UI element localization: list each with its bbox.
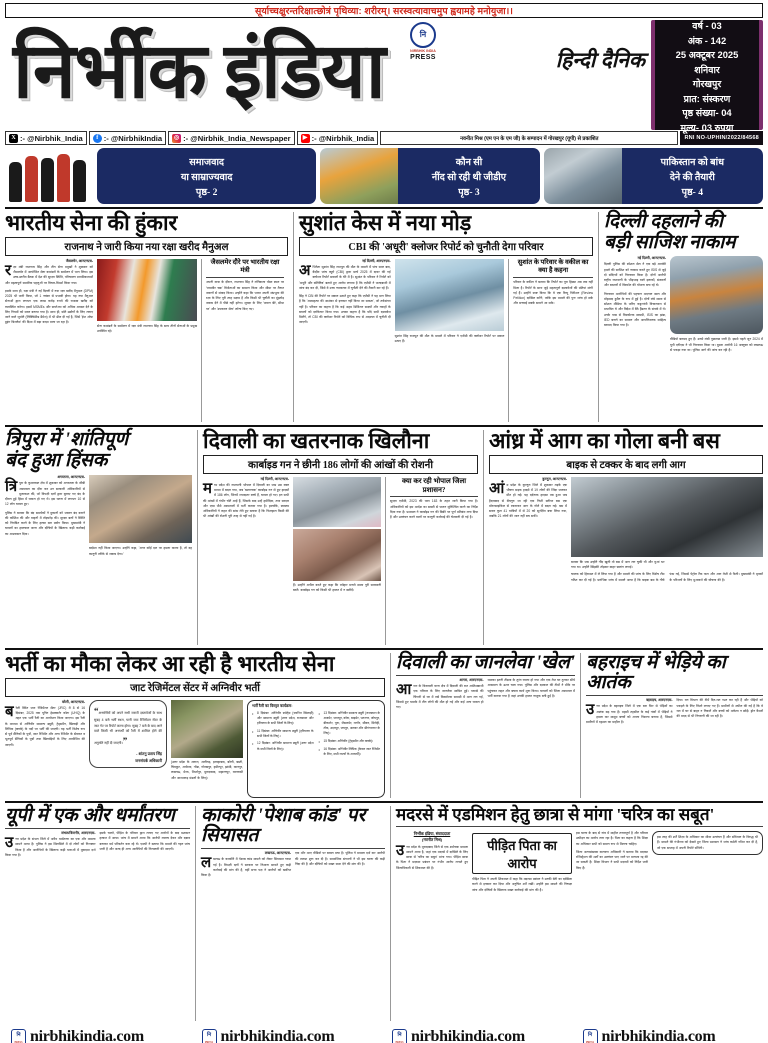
headline-andhra-bus: आंध्र में आग का गोला बनी बस [489,429,720,453]
dateline-bahraich: बहराइच, आरएनएस- [646,698,673,703]
body-bhopal-side: सुरक्षा एजेंसी, 2023 की धारा 163 के तहत जारी किया गया है। अधिकारियों को इस आदेश का सख्ती से पालन सुनिश्चित करने का निर्देश दिया गया है। प्रशासन ने कार्बाइड गन की बिक्री पर पूर्ण प्रतिबंध लगा दिया है और उल्लंघन करने वालों पर कानूनी कार्रवाई की चेतावनी दी गई है। [390,499,478,520]
info-price: मूल्य- 03 रुपया [680,121,734,133]
social-handle-x[interactable] [5,131,87,145]
dropcap-tripura: त्रि [5,479,18,496]
body-army-2: इसके साथ ही, रक्षा मंत्री ने नई दिल्ली में नया रक्षा खरीद मैनुअल (DPM) 2025 भी जारी किया, जो 1 नवंबर से प्रभावी होगा। यह नया मैनुअल सेनाओं द्वारा लगभग एक लाख करोड़ रुपये की राजस्व खरीद को व्यवस्थित करेगा। इसमें MSMEs और स्टार्टअप को अधिक अवसर देने के लिए नियमों को सरल बनाया गया है। साथ ही, छोटे उद्योगों के लिए लगाए जाने वाले जुर्माने (लिक्विडेटेड डैमेज) में भी ढील दी गई है, जिसे 'ईज ऑफ डूइंग बिजनेस' की दिशा में बड़ा कदम माना जा रहा है। [5,288,93,325]
footer-website-4[interactable] [577,1028,764,1043]
headline-diwali-deadly: दिवाली का जानलेवा 'खेल' [396,652,575,673]
article-army-roar [5,212,288,422]
social-handle-facebook-text: :- @NirbhikIndia [103,133,163,143]
teaser-3-line1: पाकिस्तान को बांध [660,156,724,168]
photo-injured-child [293,529,381,581]
schedule-item: • 13 दिसंबर: अग्निवीर सामान्य ड्यूटी (राजस्थान के अजमेर, भरतपुर, कोटा, बाड़मेर, भटनगर, जोधपुर, बीकानेर, चुरू, जैसलमेर, नागौर, सीकर, सिरोही, टोंक, उदयपुर, जयपुर, अलवर और श्रीगंगानगर के लिए)। [319,711,381,737]
body-army-side: अपनी यात्रा के दौरान, राजनाथ सिंह ने लोंगेवाला पोस्ट स्थल पर 'परमवीर चक्र' विजेताओं का सम्मान किया और सीमा पर तैनात जवानों से संवाद किया। उन्होंने कहा कि भारत अपनी संप्रभुता की रक्षा के लिए पूरी तरह सक्षम है और किसी भी चुनौती का मुंहतोड़ जवाब देने में पीछे नहीं हटेगा। सुरक्षा के लिए 'जवान बेटे, सीमा पर' और 'उपकरण सेना' लॉन्च किए गए। [206,280,284,311]
teaser-2-page: पृष्ठ- 3 [458,186,480,198]
headline-delhi-plot-2: बड़ी साजिश नाकाम [604,232,736,254]
headline-tripura-1: त्रिपुरा में 'शांतिपूर्ण [5,429,129,450]
caption-delhi: वीडियो बरामद हुए हैं। उनसे लंबी पूछताछ जारी है। इससे पहले जून 2024 में यूपी एटीएस ने भी गिरफ्तार किया था। दूसरा आरोपी 16 अक्टूबर को लखनऊ से पकड़ा गया था। पुलिस आगे की जांच कर रही है। [670,337,763,352]
headline-bahraich-wolves: बहराइच में भेड़िये का आतंक [586,652,726,694]
article-army-recruitment [5,653,385,798]
dropcap-sambhal: उ [5,835,14,852]
quote-attribution-name: - शांतनु प्रताप सिंह [136,750,162,756]
dateline-agra: आगरा, आरएनएस- [459,678,484,683]
teaser-card-3[interactable] [544,148,763,204]
sidehead-bhopal: क्या कर रही भोपाल जिला प्रशासन? [401,476,467,494]
photo-army-commanders [97,259,197,321]
press-logo [405,22,441,61]
headline-up-conversion: यूपी में एक और धर्मांतरण [5,805,175,826]
body-army-1: रक्षा मंत्री राजनाथ सिंह और तीन सेना प्रमुखों ने शुक्रवार को जैसलमेर में आयोजित सेना कमांडरों के सम्मेलन में भाग लिया। इस उच्च-स्तरीय बैठक में देश की सुरक्षा स्थिति, परिचालन प्राथमिकताओं और महत्वपूर्ण सामरिक पहलुओं पर विचार-विमर्श किया गया। [5,262,93,285]
body-delhi-2: गिरफ्तार आरोपियों की पहचान अदनान खान और मोहम्मद हुसैन के रूप में हुई है। दोनों लंबे समय से सोशल मीडिया के जरिए कट्टरपंथी विचारधारा से प्रभावित थे और विदेश में बैठे हैंडलर के संपर्क में थे। उनके पास से विस्फोटक सामग्री, ISIS का झंडा, IED बनाने का सामान और आपत्तिजनक साहित्य बरामद किया गया है। [604,291,666,327]
left-lower-stack [5,806,385,1021]
masthead-info-box [651,20,763,133]
dropcap-madrasa: उ [396,842,405,859]
teaser-card-1-text [97,148,316,204]
teaser-strip [5,148,763,204]
info-pages: पृष्ठ संख्या- 04 [682,107,732,119]
body-madrasa-2: पीड़ित पिता ने अपनी शिकायत में कहा कि मदरसा प्रबंधन ने उनकी बेटी का दाखिला करने से इनकार कर दिया और अनुचित शर्तें रखीं। उन्होंने इस मामले की निष्पक्ष जांच और दोषियों के खिलाफ सख्त कार्रवाई की मांग की है। [472,877,572,892]
teaser-2-line2: नींद सो रही थी जीडीए [431,171,507,183]
caption-army: सेना कमांडरों के सम्मेलन में रक्षा मंत्री राजनाथ सिंह के साथ तीनों सेनाओं के प्रमुख उपस्थित रहे। [97,323,197,334]
dropcap-carbide: म [203,480,212,497]
teaser-1-line2: या साम्राज्यवाद [180,171,233,183]
social-handle-youtube-text: :- @Nirbhik_India [311,133,375,143]
subhead-andhra-bus: बाइक से टक्कर के बाद लगी आग [489,455,763,474]
teaser-3-page: पृष्ठ- 4 [681,186,704,198]
caption-andhra: बताया कि जब उन्होंने नींद खुली तो बस में आग लग चुकी थी और धुआं भर गया था। उन्होंने खिड़की तोड़कर बाहर छलांग लगाई। [571,559,665,570]
teaser-1-page: पृष्ठ- 2 [195,186,218,198]
info-day: शनिवार [694,63,720,75]
teaser-3-photo [544,148,622,204]
photo-carbide-guns [293,477,381,527]
dateline-lucknow: लखनऊ, आरएनएस- [264,851,291,856]
publisher-line: नवनीत मिश्र (एम एन के एम जी) के सम्पादन में गोरखपुर (यूपी) से प्रकाशित [380,131,678,145]
caption-carbide: हैं। उन्होंने अपील करते हुए कहा कि त्योहार मनाते समय पूरी सावधानी बरतें। कार्बाइड गन को किसी भी हालत में न खरीदें। [293,582,381,593]
schedule-item: • 15 दिसंबर: अग्निवीर (ट्रेड्समैन और क्लर्क)। [319,739,381,744]
body-bahraich-2: दिया। वन विभाग की टीमें दिन-रात गश्त कर रही हैं और भेड़ियों को पकड़ने के लिए पिंजरे लगाए गए हैं। ग्रामीणों से अपील की गई है कि वे रात में घर से बाहर न निकलें और बच्चों को अकेला न छोड़ें। ड्रोन कैमरों की मदद से भी निगरानी की जा रही है। [676,698,763,718]
hindi-daily-label: हिन्दी दैनिक [555,48,645,72]
social-handle-instagram-text: :- @Nirbhik_India_Newspaper [183,133,291,143]
schedule-item: • 16 दिसंबर: अग्निवीर लिपिक (केवल जाट रेजिमेंट के लिए, सभी राज्यों के अभ्यर्थी)। [319,747,381,757]
headline-kakori-case: काकोरी 'पेशाब कांड' पर सियासत [201,805,366,847]
body-delhi-1: दिल्ली पुलिस की स्पेशल सेल ने एक बड़े आतंकी हमले की साजिश को नाकाम करते हुए ISIS से जुड़े दो संदिग्धों को गिरफ्तार किया है। दोनों आरोपी राष्ट्रीय राजधानी के भीड़भाड़ वाले इलाकों, संस्थानों और बाजारों में विस्फोट की योजना बना रहे थे। [604,262,666,288]
subhead-carbide-gun: कार्बाइड गन ने छीनी 186 लोगों की आंखों की रोशनी [203,455,478,474]
dropcap-andhra: आं [489,480,505,497]
photo-sushant [395,259,505,331]
headline-sushant-case: सुशांत केस में नया मोड़ [299,211,472,235]
sidehead-sushant: सुशांत के परिवार के वकील का क्या है कहना [517,258,589,275]
recruitment-schedule-box [247,700,385,798]
photo-india-gate-police [670,256,763,334]
article-sushant-case [293,212,593,422]
body-agra-1: आगरा के किरावली थाना क्षेत्र में दिवाली की रात आतिशबाजी एक परिवार के लिए जानलेवा साबित हुई। पटाखे की चिंगारी से घर में रखे विस्फोटक सामग्री में आग लग गई, जिससे हुए धमाके में तीन लोगों की मौत हो गई और कई अन्य घायल हो गए। [396,682,484,710]
teaser-card-1[interactable] [97,148,316,204]
social-media-bar [5,131,763,145]
dateline-sambhal: संभल/बिजनौर, आरएनएस- [61,831,96,836]
press-emblem-sub: NIRBHIK INDIA [410,49,436,53]
body-tripura-1: त्रि पुरा के कुमारघाट क्षेत्र में शुक्रवार को अगरतला के जीबी अस्पताल का दौरा कर उन सरकारी अधिकारियों से मुलाकात की, जो विपक्षी दलों द्वारा बुलाए गए बंद के दौरान हुई हिंसा में घायल हो गए थे। इस घटना में लगभग 10 से 12 लोग घायल हुए। [5,479,85,507]
body-bahraich-1: उत्तर प्रदेश के बहराइच जिले में एक बार फिर से भेड़ियों का आतंक बढ़ गया है। महसी तहसील के कई गांवों में भेड़ियों ने हमला कर मासूम बच्चों को अपना निशाना बनाया है, जिससे ग्रामीणों में दहशत का माहौल है। [586,702,673,724]
headline-tripura-2: बंद हुआ हिंसक [5,450,108,472]
subhead-sushant-case: CBI की 'अधूरी' क्लोजर रिपोर्ट को चुनौती देगा परिवार [299,237,593,256]
fist-artwork [5,148,93,204]
sanskrit-shloka-text: सूर्याच्चक्षुरन्तरिक्षात्छोत्रं पृथिव्या: शरीरम्। सरस्वत्यावाचमुप ह्वयामहे मनोयुजा।। [254,6,514,16]
recruitment-schedule-title: भर्ती रैली का विस्तृत कार्यक्रम: [252,703,293,708]
body-kakori-2: एक और आए वीडियो पर बवाल मचा है। पुलिस ने मामला दर्ज कर आरोपी की तलाश शुरू कर दी है। सामाजिक संगठनों ने भी इस घटना की कड़ी निंदा की है और दोषियों को सख्त सजा देने की मांग की है। [295,851,385,866]
article-bahraich-wolves [580,653,763,798]
caption-sushant: सुशांत सिंह राजपूत की मौत के मामले में परिवार ने एजेंसी की क्लोजर रिपोर्ट पर सवाल उठाए हैं। [394,333,505,344]
news-row-2 [5,430,763,645]
photo-burnt-bus [571,477,763,557]
dropcap-kakori: ल [201,855,212,872]
x-icon: X [9,134,18,143]
recruitment-schedule-list [252,711,380,757]
news-row-1 [5,212,763,422]
rni-number: RNI NO-UPHIN/2022/84568 [680,131,763,145]
dateline-sushant: नई दिल्ली, आरएनएस- [362,258,391,263]
teaser-3-line2: देने की तैयारी [669,171,715,183]
headline-madrasa: मदरसे में एडमिशन हेतु छात्रा से मांगा 'चरित्र का सबूत' [396,805,715,824]
footer-url-4: nirbhikindia.com [601,1028,716,1043]
social-handle-instagram[interactable] [168,131,294,145]
dropcap-army: र [5,262,12,279]
schedule-item: • 11 दिसंबर: अग्निवीर सामान्य ड्यूटी (हरियाणा के सभी जिलों के लिए)। [252,729,314,739]
sidehead-army: जैसलमेर दौरे पर भारतीय रक्षा मंत्री [210,258,280,275]
body-sambhal-2: इसके चलते, पीड़ित के परिवार द्वारा लगाए गए आरोपों के बाद प्रशासन हरकत में आया। जांच में सामने आया कि आरोपी लालच देकर और दबाव बनाकर धर्म परिवर्तन करा रहे थे। एसपी ने बताया कि मामले की गहन जांच जारी है और जल्द ही अन्य आरोपियों की गिरफ्तारी की जाएगी। [99,831,190,851]
dropcap-agra: आ [396,682,412,699]
press-emblem-icon: नि [410,22,436,48]
body-recruitment-1: बरेली स्थित जाट रेजिमेंटल सेंटर (JRC) में 8 से 16 दिसंबर, 2025 तक यूनिट हेडक्वार्टर कोटा (UHQ) के तहत एक भर्ती रैली का आयोजन किया जाएगा। इस रैली के माध्यम से अग्निवीर सामान्य ड्यूटी, ट्रेड्समैन, खिलाड़ी और लिपिक (क्लर्क) के पदों पर भर्ती की जाएगी। यह भर्ती विशेष रूप से पूर्व सैनिकों के पुत्रों, जाट रेजिमेंट और अन्य रेजिमेंट के सेवारत व भूतपूर्व सैनिकों के पुत्रों तथा खिलाड़ियों के लिए आयोजित की जाएगी। [5,703,85,747]
social-handle-youtube[interactable] [297,131,379,145]
headline-delhi-plot-1: दिल्ली दहलाने की [604,211,723,232]
info-date: 25 अक्टूबर 2025 [675,49,739,61]
footer-emblem-icon-3: नि PRESS [392,1029,407,1043]
byline-madrasa-1: निर्भीक इंडिया, संवाददाता [413,831,451,837]
info-edition: प्रात: संस्करण [683,92,731,104]
body-sambhal-1: उत्तर प्रदेश के संभल जिले में अवैध धर्मांतरण का एक और मामला सामने आया है। पुलिस ने इस सिलसिले में दो लोगों को गिरफ्तार किया है और आरोपियों के खिलाफ कड़ी धाराओं में मुकदमा दर्ज किया गया है। [5,835,96,857]
body-andhra-2: चालक को हिरासत में ले लिया गया है और मामले की जांच के लिए विशेष टीम गठित कर दी गई है। प्रारंभिक जांच में सामने आया है कि बाइक बस के नीचे फंस गई, जिससे पेट्रोल टैंक फटा और आग तेजी से फैली। मुख्यमंत्री ने मृतकों के परिजनों के लिए मुआवजे की घोषणा की है। [571,572,763,582]
dropcap-bahraich: उ [586,702,595,719]
headline-carbide-gun: दिवाली का खतरनाक खिलौना [203,429,430,453]
teaser-card-3-text [622,148,763,204]
body-carbide-1: मध्य प्रदेश की राजधानी भोपाल में दिवाली का जश्न उस वक्त मातम में बदल गया, जब 'खतरनाक' कार्बाइड गन से हुए हादसों में 186 लोग, जिनमें ज्यादातर बच्चे हैं, घायल हो गए। इन सभी की आंखों में गंभीर चोटें आईं हैं, जिसके बाद उन्हें हमीदिया, तथा सरदार और एम्स जैसे अस्पतालों में भर्ती कराया गया है। हालांकि, स्वास्थ्य अधिकारियों ने राहत की सांस लेते हुए बताया है कि फिलहाल किसी की भी आंखों की रोशनी पूरी तरह से नहीं गई है। [203,480,289,519]
instagram-icon: ◎ [174,134,180,141]
news-row-4 [5,806,763,1021]
caption-recruitment: (उत्तर प्रदेश के आगरा, अलीगढ़, इलाहाबाद, बरेली, बस्ती, चित्रकूट, अयोध्या, गोंडा, गोरखपुर, हमीरपुर, झांसी, कानपुर, लखनऊ, मेरठ, मिर्जापुर, मुरादाबाद, सहारनपुर, वाराणसी और आजमगढ़ मंडलों के लिए)। [171,759,243,780]
footer-url-1: nirbhikindia.com [30,1028,144,1043]
body-andhra-1: आंध्र प्रदेश के कुरनूल जिले में शुक्रवार तड़के एक भीषण सड़क हादसे में 19 लोगों की जिंदा जलकर मौत हो गई। यह दर्दनाक हादसा तब हुआ जब हैदराबाद से बेंगलुरु जा रही एक निजी स्लीपर बस एक मोटरसाइकिल से टकराकर आग के गोले में बदल गई। बस में सवार कुल 41 यात्रियों में से 20 को सुरक्षित बचा लिया गया, जबकि 21 लोगों की जान नहीं बच सकी। [489,480,567,519]
photo-tripura-hospital [89,475,192,543]
info-year: वर्ष - 03 [692,20,722,32]
dateline-tripura: अगरतला, आरएनएस- [57,475,85,480]
madrasa-sidebar-box [652,831,763,855]
teaser-card-2-text [398,148,539,204]
news-row-3 [5,653,763,798]
masthead-left [5,20,651,130]
social-handle-facebook[interactable] [89,131,166,145]
footer-url-3: nirbhikindia.com [411,1028,525,1043]
article-madrasa-admission [390,806,763,1021]
footer-emblem-icon-4: नि PRESS [583,1029,598,1043]
photo-soldier [171,700,243,758]
byline-madrasa-2: (नवनीत मिश्र) [421,836,442,842]
body-sushant-side: परिवार के वकील ने बताया कि रिपोर्ट का पूरा हिस्सा अब तक नहीं मिला है। रिपोर्ट के साथ जुड़े महत्वपूर्ण दस्तावेजों की प्रतियां मांगी गई हैं। उन्होंने स्पष्ट किया कि वे एक रिव्यू पिटीशन (Review Petition) दाखिल करेंगे, ताकि इस मामले की पुनः जांच हो सके और सच्चाई सबके सामने आ सके। [513,280,593,306]
footer-website-1[interactable] [5,1028,192,1043]
quote-open-icon: “ [94,705,99,716]
dateline-carbide: नई दिल्ली, आरएनएस- [260,476,289,481]
info-city: गोरखपुर [692,78,722,90]
footer-emblem-icon-1: नि PRESS [11,1029,26,1043]
body-kakori-1: लखनऊ के काकोरी में पेशाब कांड मामले को लेकर सियासत गरमा गई है। विपक्षी दलों ने सरकार पर निशाना साधते हुए कड़ी कार्रवाई की मांग की है, वहीं सत्ता पक्ष ने आरोपों को खारिज किया है। [201,855,291,877]
social-handle-x-text: :- @Nirbhik_India [20,133,83,143]
footer-emblem-icon-2: नि PRESS [202,1029,217,1043]
dateline-army: जैसलमेर, आरएनएस- [65,258,93,263]
teaser-1-line1: समाजवाद [189,156,225,168]
pullquote-recruitment: “अभ्यर्थियों को अपने सभी जरूरी दस्तावेजों के साथ सुबह 4 बजे भर्ती स्थल, यानी जाट रेजिमेंटल सेंटर के जाट गेट पर रिपोर्ट करना होगा। सुबह 7 बजे के बाद आने वाले किसी भी अभ्यर्थी को रैली में शामिल होने की अनुमति नहीं दी जाएगी।” - शांतनु प्रताप सिंह जनसंपर्क अधिकारी [89,700,167,768]
quote-close-icon: ” [122,736,128,747]
caption-tripura: बर्दाश्त नहीं किया जाएगा। उन्होंने कहा, 'अगर कोई दल पर हमला करता है, तो वह कानूनी तरीके से जवाब देगा।' [89,546,192,556]
masthead [5,20,763,133]
teaser-2-line1: कौन सी [455,156,483,168]
schedule-item: • 8 दिसंबर: अग्निवीर स्पोर्ट्स (चयनित खिलाड़ी) और सामान्य ड्यूटी (उत्तर प्रदेश, राजस्थान और हरियाणा के सभी जिलों के लिए)। [252,711,314,726]
article-diwali-deadly-game [390,653,575,798]
dateline-andhra: कुरनूल, आरएनएस- [542,476,567,481]
footer-website-2[interactable] [196,1028,383,1043]
subhead-army-roar: राजनाथ ने जारी किया नया रक्षा खरीद मैनुअल [5,237,288,256]
footer-url-2: nirbhikindia.com [220,1028,335,1043]
schedule-item: • 12 दिसंबर: अग्निवीर सामान्य ड्यूटी (उत्तर प्रदेश के सभी जिलों के लिए)। [252,741,314,751]
dateline-delhi: नई दिल्ली, आरएनएस- [637,256,666,261]
body-agra-2: धमाका इतनी तीव्रता के तुरंत रवाना हो गया और एक तेज घर टूटकर सीधे आसमान के ऊपर चला गया। पुलिस और दमकल की टीमों ने मौके पर पहुंचकर राहत और बचाव कार्य शुरू किया। घायलों को जिला अस्पताल में भर्ती कराया गया है जहां उनकी हालत नाजुक बनी हुई है। [487,678,575,698]
headline-army-roar: भारतीय सेना की हुंकार [5,211,178,235]
info-issue: अंक - 142 [687,34,727,46]
body-sushant-2: सिंह ने CBI की रिपोर्ट पर सवाल उठाते हुए कहा कि एजेंसी ने यह मान लिया है कि 'आत्महत्या की आशंका से इनकार नहीं किया जा सकता', जो तर्कसंगत नहीं है। परिवार का कहना है कि कई अहम डिजिटल साक्ष्यों और गवाहों के बयानों को दरकिनार किया गया। उनका कहना है कि यदि सभी दस्तावेज मिलेंगे, तो CBI की क्लोजर रिपोर्ट को विधिक रूप से अदालत में चुनौती दी जाएगी। [299,294,391,325]
body-sushant-1: अभिनेता सुशांत सिंह राजपूत की मौत के मामले में पांच साल बाद, केंद्रीय जांच ब्यूरो (CBI) द्वारा मार्च 2025 में दायर की गई क्लोजर रिपोर्ट सवालों के घेरे में है। सुशांत के परिवार ने रिपोर्ट को 'अधूरी और बलिनिष्ठ' बताते हुए आरोप लगाया है कि एजेंसी ने जल्दबाजी में जांच बंद कर दी, जिसे वे उच्च न्यायालय में चुनौती देने की तैयारी कर रहे हैं। [299,262,391,290]
article-tripura-bandh [5,430,192,645]
teaser-card-2[interactable] [320,148,539,204]
dateline-recruitment: बरेली, आरएनएस- [61,699,85,704]
newspaper-title: निर्भीक इंडिया [13,28,385,114]
press-label: PRESS [410,54,436,61]
headline-army-recruitment: भर्ती का मौका लेकर आ रही है भारतीय सेना [5,652,335,676]
youtube-icon: ▶ [301,134,310,143]
dropcap-recruitment: ब [5,703,14,720]
body-madrasa-5: जिला अल्पसंख्यक कल्याण अधिकारी ने बताया कि मदरसा रजिस्ट्रेशन की शर्तों का उल्लंघन पाए जाने पर मान्यता रद्द की जा सकती है। शिक्षा विभाग ने सभी मदरसों को निर्देश जारी किए हैं। [576,849,648,870]
dropcap-sushant: अ [299,262,311,279]
quote-attribution-title: जनसंपर्क अधिकारी [135,758,162,764]
footer-website-3[interactable] [386,1028,573,1043]
body-tripura-2: पुलिस ने बताया कि बंद समर्थकों ने दुकानों को जबरन बंद कराने की कोशिश की और वाहनों में तोड़फोड़ की। सुरक्षा बलों ने स्थिति को नियंत्रित करने के लिए हल्का बल प्रयोग किया। मुख्यमंत्री ने घायलों का हालचाल जाना और दोषियों के खिलाफ कड़ी कार्रवाई का आश्वासन दिया। [5,510,85,536]
body-madrasa-4: इस तरह की शर्तें शिक्षा के अधिकार का सीधा उल्लंघन हैं और संविधान के विरुद्ध भी हैं। मामले की गंभीरता को देखते हुए जिला प्रशासन ने जांच कमेटी गठित कर दी है, जो एक सप्ताह में अपनी रिपोर्ट सौंपेगी। [657,835,758,850]
footer-bar [5,1024,763,1043]
body-madrasa-3: इस घटना के बाद से गांव में माहौल तनावपूर्ण है और परिवार उत्पीड़न का आरोप लगा रहा है। पिता का कहना है कि शिक्षा का अधिकार सभी को समान रूप से मिलना चाहिए। [576,831,648,846]
facebook-icon: f [93,134,102,143]
article-delhi-plot [598,212,763,422]
article-carbide-gun [197,430,478,645]
article-andhra-bus-fire [483,430,763,645]
subhead-army-recruitment: जाट रेजिमेंटल सेंटर में अग्निवीर भर्ती [5,678,385,697]
sanskrit-shloka-bar [5,3,763,18]
body-madrasa-1: उत्तर प्रदेश के मुरादाबाद जिले से एक शर्मनाक मामला सामने आया है, जहां एक मदरसे में दाखिले के लिए छात्रा से 'चरित्र का सबूत' मांगा गया। पीड़ित छात्रा के पिता ने मदरसा प्रबंधन पर गंभीर आरोप लगाते हुए जिलाधिकारी से शिकायत की है। [396,842,468,870]
subhead-madrasa: पीड़ित पिता का आरोप [472,833,572,874]
teaser-2-photo [320,148,398,204]
